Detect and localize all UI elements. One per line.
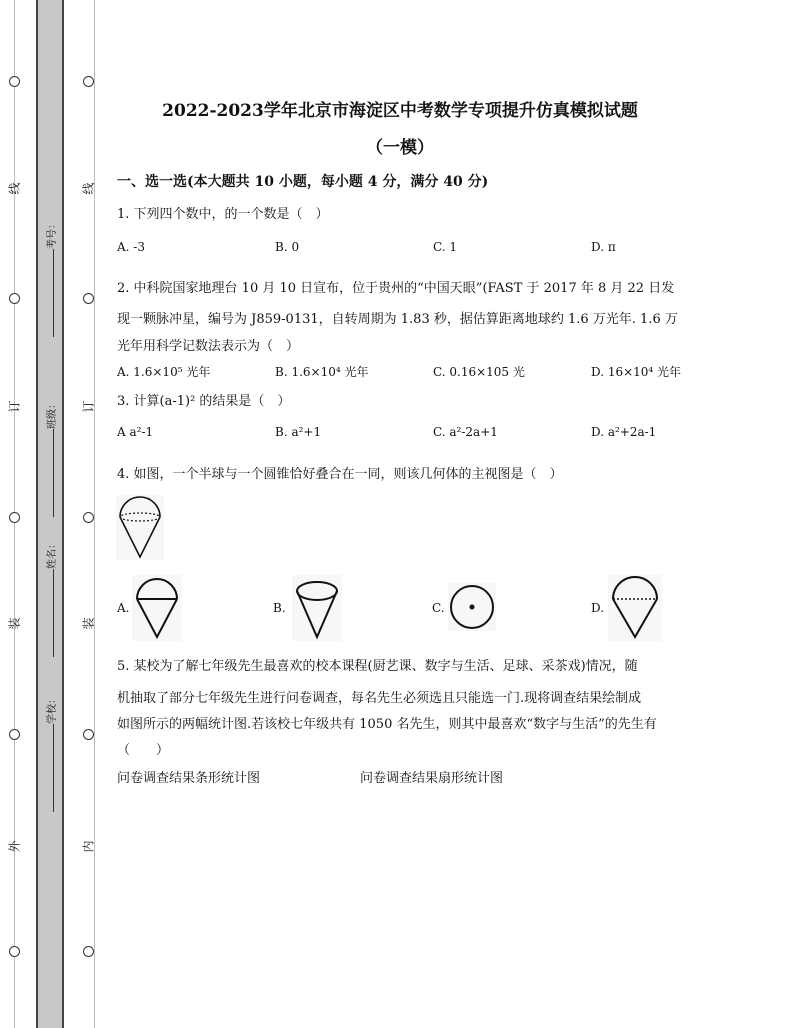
q4-option-d-figure bbox=[608, 575, 662, 641]
exam-number-field[interactable]: 考号： bbox=[43, 217, 57, 337]
binding-hole-icon bbox=[83, 512, 94, 523]
binding-hole-icon bbox=[83, 729, 94, 740]
binding-hole-icon bbox=[83, 293, 94, 304]
outer-mark-xian: 线 bbox=[7, 182, 22, 195]
q4-option-a-figure bbox=[132, 575, 182, 641]
q4-option-c-label: C. bbox=[432, 601, 445, 615]
q2-option-a: A. 1.6×10⁵ 光年 bbox=[117, 365, 211, 379]
q2-option-b: B. 1.6×10⁴ 光年 bbox=[275, 365, 369, 379]
q1-option-a: A. -3 bbox=[117, 240, 145, 254]
exam-title: 2022-2023学年北京市海淀区中考数学专项提升仿真模拟试题 bbox=[162, 101, 638, 121]
q5-line2: 机抽取了部分七年级先生进行问卷调查，每名先生必须选且只能选一门.现将调查结果绘制成 bbox=[117, 691, 642, 706]
inner-mark-xian: 线 bbox=[81, 182, 96, 195]
q4-option-c-figure bbox=[448, 583, 496, 631]
q5-line3: 如图所示的两幅统计图.若该校七年级共有 1050 名先生，则其中最喜欢“数字与生活”的先生有 bbox=[117, 717, 657, 732]
q4-option-d-label: D. bbox=[591, 601, 605, 615]
binding-hole-icon bbox=[9, 946, 20, 957]
q4-stem: 4. 如图，一个半球与一个圆锥恰好叠合在一同，则该几何体的主视图是（ ） bbox=[117, 467, 563, 482]
q5-line4: （ ） bbox=[117, 743, 170, 758]
q5-bar-chart-caption: 问卷调查结果条形统计图 bbox=[117, 771, 261, 786]
q2-line2: 现一颗脉冲星，编号为 J859-0131，自转周期为 1.83 秒，据估算距离地球约 1.6 万光年. 1.6 万 bbox=[117, 312, 678, 327]
inner-mark-ding: 订 bbox=[81, 400, 96, 413]
binding-hole-icon bbox=[83, 946, 94, 957]
name-field[interactable]: 姓名： bbox=[43, 537, 57, 657]
exam-subtitle: （一模） bbox=[366, 138, 434, 158]
binding-hole-icon bbox=[9, 729, 20, 740]
q3-option-b: B. a²+1 bbox=[275, 425, 322, 439]
q4-option-a-label: A. bbox=[117, 601, 130, 615]
binding-hole-icon bbox=[9, 512, 20, 523]
q2-line3: 光年用科学记数法表示为（ ） bbox=[117, 339, 300, 354]
inner-mark-nei: 内 bbox=[81, 840, 96, 853]
inner-dashed-line bbox=[94, 0, 95, 1028]
binding-hole-icon bbox=[9, 293, 20, 304]
q3-option-c: C. a²-2a+1 bbox=[433, 425, 498, 439]
q3-option-d: D. a²+2a-1 bbox=[591, 425, 657, 439]
q4-figure-hemisphere-cone bbox=[116, 495, 164, 560]
q2-line1: 2. 中科院国家地理台 10 月 10 日宣布，位于贵州的“中国天眼”(FAST 于 2017 年 8 月 22 日发 bbox=[117, 281, 675, 296]
q4-option-b-label: B. bbox=[273, 601, 286, 615]
q4-option-b-figure bbox=[292, 575, 342, 641]
school-field[interactable]: 学校： bbox=[43, 692, 57, 812]
q5-pie-chart-caption: 问卷调查结果扇形统计图 bbox=[360, 771, 504, 786]
q5-line1: 5. 某校为了解七年级先生最喜欢的校本课程(厨艺课、数字与生活、足球、采茶戏)情况，随 bbox=[117, 659, 638, 674]
q2-option-d: D. 16×10⁴ 光年 bbox=[591, 365, 682, 379]
section-heading: 一、选一选(本大题共 10 小题，每小题 4 分，满分 40 分) bbox=[117, 174, 489, 190]
q2-option-c: C. 0.16×105 光 bbox=[433, 365, 525, 379]
inner-mark-zhuang: 装 bbox=[81, 617, 96, 630]
outer-mark-zhuang: 装 bbox=[7, 617, 22, 630]
binding-margin bbox=[0, 0, 110, 1028]
binding-hole-icon bbox=[9, 76, 20, 87]
q1-option-d: D. π bbox=[591, 240, 616, 254]
q3-option-a: A a²-1 bbox=[117, 425, 154, 439]
q1-option-b: B. 0 bbox=[275, 240, 300, 254]
outer-mark-ding: 订 bbox=[7, 400, 22, 413]
class-field[interactable]: 班级： bbox=[43, 397, 57, 517]
q1-stem: 1. 下列四个数中，的一个数是（ ） bbox=[117, 207, 329, 222]
outer-mark-wai: 外 bbox=[7, 840, 22, 853]
binding-hole-icon bbox=[83, 76, 94, 87]
q3-stem: 3. 计算(a-1)² 的结果是（ ） bbox=[117, 394, 291, 409]
q1-option-c: C. 1 bbox=[433, 240, 458, 254]
